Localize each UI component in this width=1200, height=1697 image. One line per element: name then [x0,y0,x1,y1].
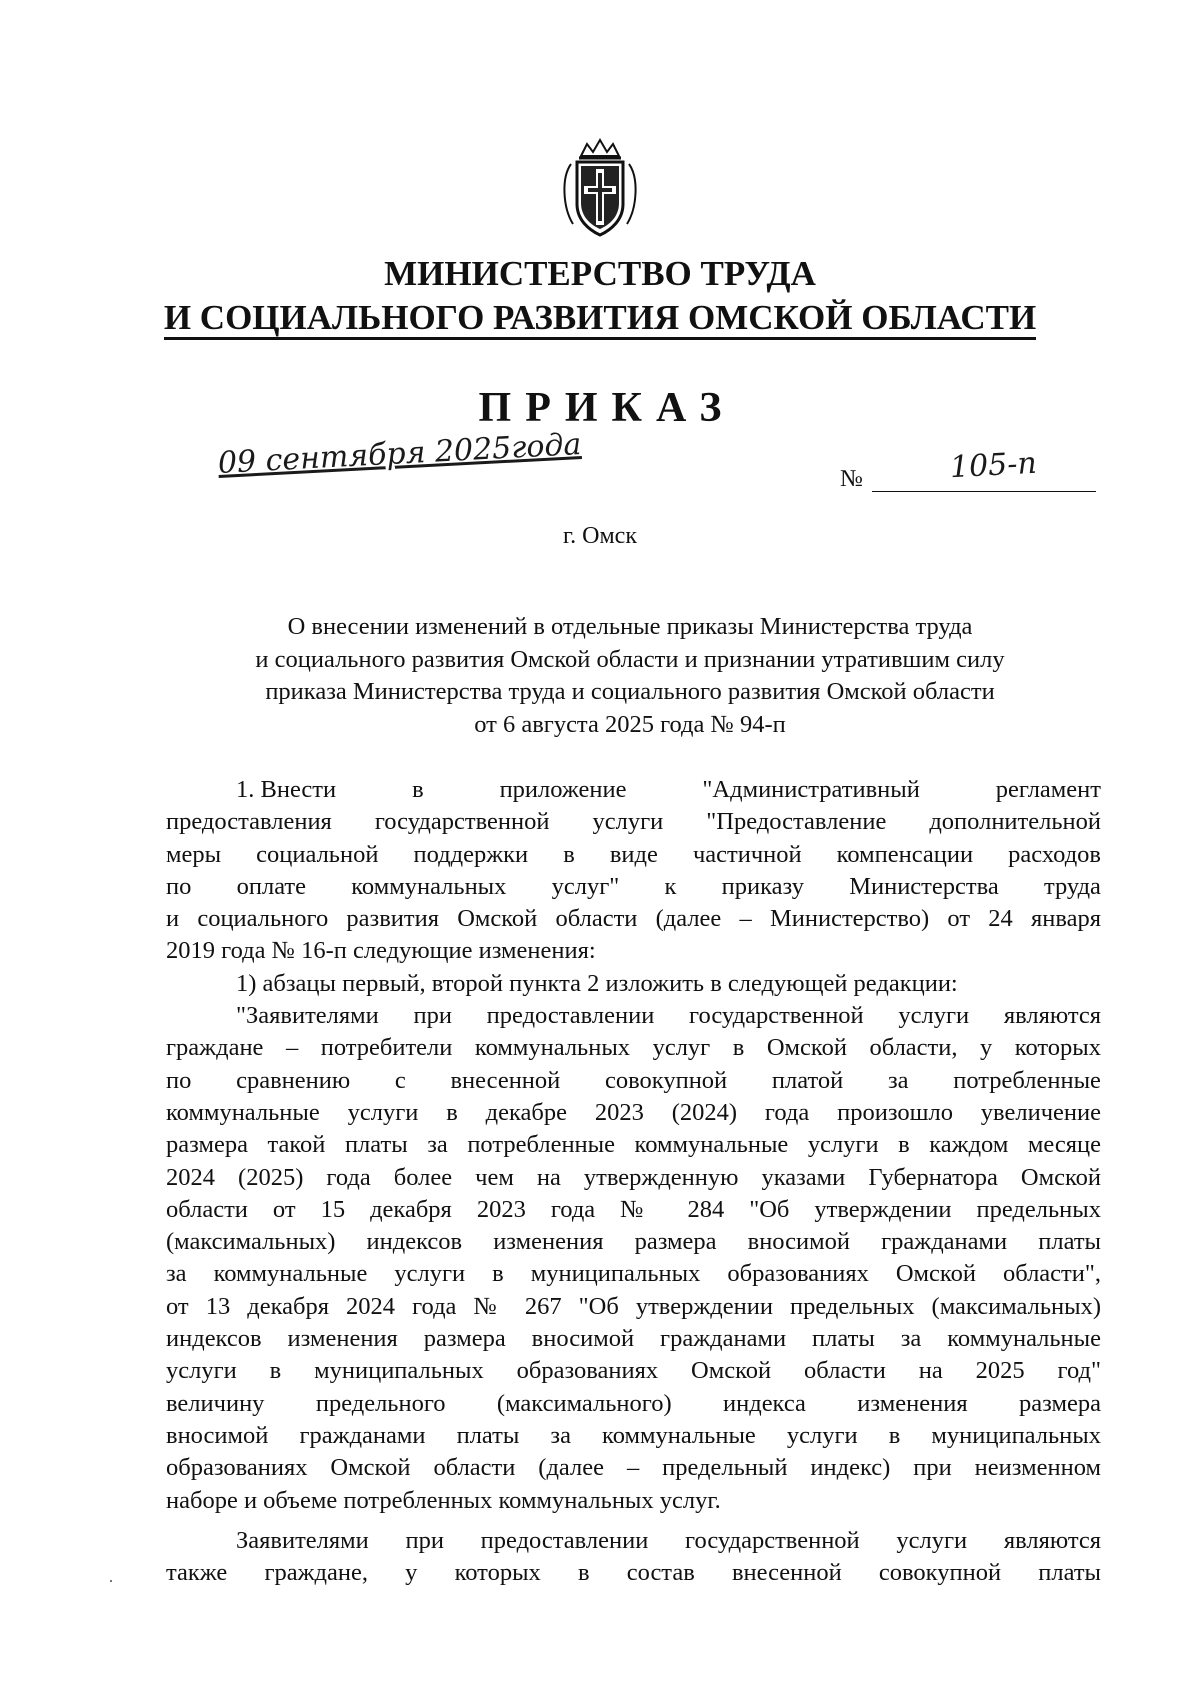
body-line: 1) абзацы первый, второй пункта 2 изложить в следующей редакции: [236,969,958,997]
word: (максимального) [496,1389,672,1417]
body-line: размера такой платы за потребленные коммунальные услуги в каждом месяце [166,1131,1101,1159]
word: за [887,1066,909,1094]
word: которых [454,1559,541,1587]
body-line: вносимой гражданами платы за коммунальные услуги в муниципальных [166,1421,1101,1449]
body-line: от 13 декабря 2024 года № 267 "Об утверждении предельных (максимальных) [166,1292,1101,1320]
word: индекса [723,1389,806,1417]
body-line: услуги в муниципальных образованиях Омской области на 2025 год" [166,1357,1101,1385]
word: к [664,872,677,900]
word: совокупной [878,1559,1002,1587]
body-line: наборе и объеме потребленных коммунальных услуг. [166,1486,721,1514]
word: приказу [721,872,804,900]
number-underline [872,491,1096,492]
body-line: индексов изменения размера вносимой гражданами платы за коммунальные [166,1325,1101,1353]
body-line: предоставления государственной услуги "Предоставление дополнительной [166,808,1101,836]
word: потребленные [953,1066,1101,1094]
word: труда [1043,872,1101,900]
handwritten-date: 09 сентября 2025года [217,426,583,481]
word: величину [166,1389,265,1417]
subject-line: от 6 августа 2025 года № 94-п [474,710,786,738]
body-line: образованиях Омской области (далее – предельный индекс) при неизменном [166,1454,1101,1482]
body-line: 2024 (2025) года более чем на утвержденную указами Губернатора Омской [166,1163,1101,1191]
word: платы [1038,1559,1101,1587]
body-line: меры социальной поддержки в виде частичной компенсации расходов [166,840,1101,868]
body-line: за коммунальные услуги в муниципальных образованиях Омской области", [166,1260,1101,1288]
body-line [166,871,1101,903]
city-line: г. Омск [563,523,637,549]
word: граждане, [264,1559,368,1587]
ministry-title-line2-text: И СОЦИАЛЬНОГО РАЗВИТИЯ ОМСКОЙ ОБЛАСТИ [164,298,1036,340]
word: коммунальных [351,872,507,900]
word: изменения [857,1389,968,1417]
scan-speck [110,1580,112,1582]
subject-line: и социального развития Омской области и признании утратившим силу [255,645,1005,673]
subject-block [160,611,1100,741]
subject-line: О внесении изменений в отдельные приказы Министерства труда [287,613,973,640]
word: состав [626,1559,695,1587]
number-label: № [840,466,863,492]
word: услуг" [551,872,620,900]
word: платой [771,1066,844,1094]
word: регламент [995,776,1101,803]
body-line: и социального развития Омской области (далее – Министерство) от 24 января [166,905,1101,933]
body-line: Заявителями при предоставлении государственной услуги являются [236,1526,1101,1554]
body-line [166,1065,1101,1097]
handwritten-number: 105-п [949,445,1038,486]
word: совокупной [605,1066,728,1094]
body-line: граждане – потребители коммунальных услуг в Омской области, у которых [166,1034,1101,1062]
body-line [166,774,1101,806]
word: с [394,1066,406,1094]
body-line: области от 15 декабря 2023 года № 284 "Об утверждении предельных [166,1195,1101,1223]
word: оплате [236,872,307,900]
body-line: коммунальные услуги в декабре 2023 (2024) года произошло увеличение [166,1098,1101,1126]
word: сравнению [236,1066,351,1094]
word: у [405,1559,418,1587]
word: размера [1019,1389,1101,1417]
word: внесенной [450,1066,561,1094]
ministry-title-line1: МИНИСТЕРСТВО ТРУДА [384,254,816,293]
ministry-title-line2 [0,296,1200,340]
subject-line: приказа Министерства труда и социального развития Омской области [265,678,995,705]
coat-of-arms-icon [559,138,641,238]
body-line: 2019 года № 16-п следующие изменения: [166,937,596,965]
word: по [166,872,192,900]
document-type-title: ПРИКАЗ [478,385,736,431]
word: Министерства [849,872,999,900]
word: "Административный [702,776,920,803]
word: 1. Внести [236,776,337,803]
word: в [577,1559,590,1587]
body-text [166,774,1101,1589]
word: в [412,776,424,803]
word: приложение [499,776,627,803]
word: по [166,1066,192,1094]
body-line [166,1557,1101,1589]
body-line: (максимальных) индексов изменения размера вносимой гражданами платы [166,1228,1101,1256]
word: внесенной [731,1559,842,1587]
word: предельного [315,1389,446,1417]
body-line [166,1388,1101,1420]
body-line: "Заявителями при предоставлении государственной услуги являются [236,1002,1101,1030]
word: также [166,1559,228,1587]
